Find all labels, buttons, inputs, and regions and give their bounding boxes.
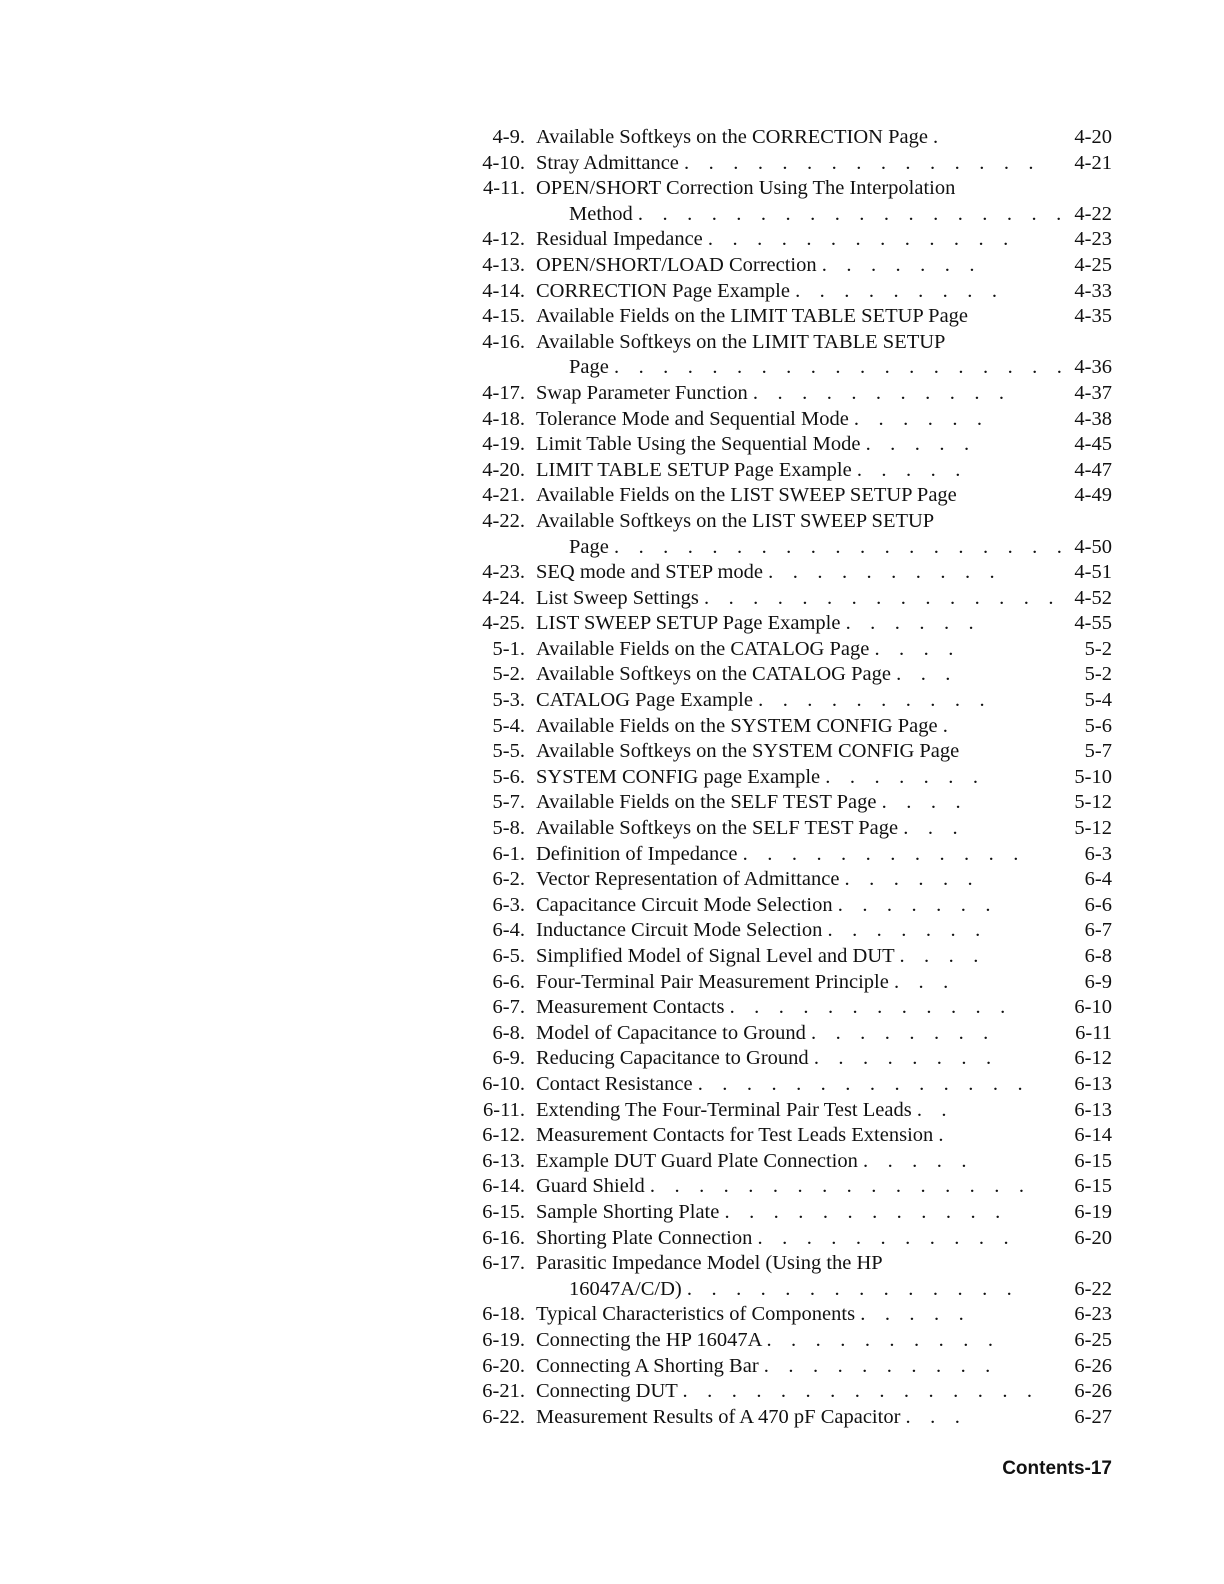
toc-entry-number: 6-3. — [492, 893, 525, 916]
toc-entry-title-text: OPEN/SHORT Correction Using The Interpolation — [536, 177, 956, 200]
toc-leader-dots: . . . . . — [860, 1303, 971, 1326]
toc-entry-title — [536, 765, 985, 791]
toc-entry-number: 6-16. — [482, 1226, 525, 1249]
toc-entry[interactable] — [466, 227, 1116, 253]
toc-entry-title — [536, 381, 1011, 407]
toc-entry[interactable] — [466, 918, 1116, 944]
toc-entry-title-continued — [569, 535, 1069, 561]
toc-entry-title — [536, 1200, 1007, 1226]
toc-entry-title — [536, 842, 1026, 868]
toc-leader-dots: . . . . . . . . . . . . . . — [697, 1072, 1030, 1095]
toc-entry-page-number: 4-45 — [1074, 433, 1112, 456]
toc-entry-page-number: 6-23 — [1074, 1303, 1112, 1326]
toc-entry-number: 4-21. — [482, 484, 525, 507]
toc-entry-number: 6-22. — [482, 1405, 525, 1428]
toc-entry-title-text: Model of Capacitance to Ground — [536, 1021, 806, 1044]
toc-leader-dots: . . . . . . . . — [813, 1047, 999, 1070]
toc-entry-page-number: 4-49 — [1074, 484, 1112, 507]
toc-entry-title — [536, 560, 1002, 586]
toc-entry-title-text: Available Fields on the CATALOG Page — [536, 637, 870, 660]
toc-entry-title-text: Available Softkeys on the SYSTEM CONFIG Page — [536, 740, 960, 763]
toc-leader-dots: . . . . . . . . . . . — [757, 1226, 1016, 1249]
toc-entry-title — [536, 1098, 954, 1124]
toc-entry-title-continued — [569, 202, 1068, 228]
toc-entry-page-number: 4-37 — [1074, 381, 1112, 404]
toc-entry[interactable] — [466, 1251, 1116, 1302]
toc-entry-page-number: 5-2 — [1084, 637, 1112, 660]
toc-entry-page-number: 6-4 — [1084, 868, 1112, 891]
toc-entry-title — [536, 1302, 971, 1328]
toc-entry-title-text: Parasitic Impedance Model (Using the HP — [536, 1252, 883, 1275]
toc-entry-title — [536, 1405, 967, 1431]
toc-entry[interactable] — [466, 790, 1116, 816]
toc-entry-title-text: Measurement Contacts — [536, 996, 725, 1019]
toc-entry[interactable] — [466, 1098, 1116, 1124]
toc-entry-number: 4-19. — [482, 433, 525, 456]
toc-entry-title-text: Typical Characteristics of Components — [536, 1303, 856, 1326]
toc-entry-number: 4-25. — [482, 612, 525, 635]
toc-leader-dots: . . . . . . . . . . . . . . — [686, 1277, 1019, 1300]
toc-entry-page-number: 5-12 — [1074, 817, 1112, 840]
toc-entry[interactable] — [466, 611, 1116, 637]
toc-entry-page-number: 4-21 — [1074, 151, 1112, 174]
toc-entry-number: 4-13. — [482, 253, 525, 276]
toc-leader-dots: . — [942, 714, 956, 737]
toc-entry-number: 6-11. — [483, 1098, 525, 1121]
toc-entry-number: 6-7. — [492, 996, 525, 1019]
toc-entry-title-text: Swap Parameter Function — [536, 381, 748, 404]
toc-entry[interactable] — [466, 765, 1116, 791]
toc-entry-title-continued-text: 16047A/C/D) — [569, 1277, 682, 1300]
toc-entry-page-number: 6-7 — [1084, 919, 1112, 942]
toc-entry-title-text: Shorting Plate Connection — [536, 1226, 753, 1249]
toc-entry-page-number: 5-12 — [1074, 791, 1112, 814]
toc-leader-dots: . . . . . . . . . . . . . . . . — [649, 1175, 1032, 1198]
toc-entry-title — [536, 1174, 1031, 1200]
toc-entry-title-text: SYSTEM CONFIG page Example — [536, 765, 821, 788]
toc-entry-title-text: OPEN/SHORT/LOAD Correction — [536, 253, 817, 276]
toc-entry-page-number: 6-13 — [1074, 1098, 1112, 1121]
toc-entry[interactable] — [466, 381, 1116, 407]
toc-entry-title-continued — [569, 355, 1069, 381]
toc-entry-title — [536, 1354, 997, 1380]
toc-leader-dots: . . — [916, 1098, 954, 1121]
toc-entry-title-text: Available Softkeys on the SELF TEST Page — [536, 817, 899, 840]
toc-leader-dots: . — [938, 1124, 951, 1147]
toc-entry-page-number: 4-51 — [1074, 561, 1112, 584]
toc-entry-page-number: 6-13 — [1074, 1072, 1112, 1095]
toc-leader-dots: . . . . . . . — [837, 893, 998, 916]
toc-entry-page-number: 6-12 — [1074, 1047, 1112, 1070]
toc-entry-title-text: Connecting DUT — [536, 1380, 678, 1403]
toc-entry-title-text: Measurement Results of A 470 pF Capacitor — [536, 1405, 901, 1428]
toc-entry-title-text: CORRECTION Page Example — [536, 279, 790, 302]
toc-leader-dots: . . . . . . — [844, 868, 980, 891]
toc-entry-title-text: Definition of Impedance — [536, 842, 738, 865]
toc-entry-title — [536, 253, 982, 279]
toc-leader-dots: . . . — [893, 970, 956, 993]
toc-entry[interactable] — [466, 714, 1116, 740]
toc-entry-page-number: 5-2 — [1084, 663, 1112, 686]
toc-entry[interactable] — [466, 1354, 1116, 1380]
toc-entry-page-number: 4-22 — [1074, 202, 1112, 225]
toc-entry-number: 5-5. — [492, 740, 525, 763]
toc-leader-dots: . . . . . . . . . . . . . — [707, 228, 1016, 251]
toc-entry[interactable] — [466, 151, 1116, 177]
toc-entry-number: 4-14. — [482, 279, 525, 302]
toc-entry-title-text: Available Fields on the LIST SWEEP SETUP Page — [536, 484, 957, 507]
toc-entry-title — [536, 662, 958, 688]
toc-entry-number: 4-18. — [482, 407, 525, 430]
page-footer-label: Contents-17 — [1002, 1458, 1112, 1479]
toc-entry[interactable] — [466, 1302, 1116, 1328]
toc-entry-number: 4-10. — [482, 151, 525, 174]
toc-entry-title — [536, 1072, 1030, 1098]
toc-entry-title — [536, 995, 1012, 1021]
toc-entry-title-text: Tolerance Mode and Sequential Mode — [536, 407, 849, 430]
toc-entry-number: 6-21. — [482, 1380, 525, 1403]
toc-leader-dots: . . . . . . . . . . . . . . . . . . — [637, 202, 1069, 225]
toc-entry-number: 6-9. — [492, 1047, 525, 1070]
toc-entry-page-number: 5-6 — [1084, 714, 1112, 737]
toc-entry-title — [536, 176, 955, 202]
toc-leader-dots: . . . . . — [862, 1149, 974, 1172]
toc-entry-page-number: 6-25 — [1074, 1328, 1112, 1351]
toc-leader-dots: . . . . . . . . . . . . — [724, 1200, 1008, 1223]
toc-entry-page-number: 4-50 — [1074, 535, 1112, 558]
toc-entry-title-continued-text: Method — [569, 202, 633, 225]
toc-entry-page-number: 4-20 — [1074, 126, 1112, 148]
toc-entry[interactable] — [466, 330, 1116, 381]
toc-entry-title-text: Available Fields on the SYSTEM CONFIG Page — [536, 714, 938, 737]
toc-entry-number: 4-12. — [482, 228, 525, 251]
toc-entry-number: 4-20. — [482, 458, 525, 481]
toc-entry-page-number: 5-10 — [1074, 765, 1112, 788]
toc-leader-dots: . . . . . — [856, 458, 968, 481]
toc-entry[interactable] — [466, 688, 1116, 714]
toc-entry-number: 4-23. — [482, 561, 525, 584]
toc-entry-number: 6-15. — [482, 1200, 525, 1223]
toc-entry-title — [536, 867, 980, 893]
toc-entry[interactable] — [466, 893, 1116, 919]
toc-entry[interactable] — [466, 1200, 1116, 1226]
toc-leader-dots: . . . . . . . . . . . . . . . . . . . — [613, 535, 1070, 558]
toc-leader-dots: . . . . . . . . . . — [758, 689, 992, 712]
toc-entry-title-text: Extending The Four-Terminal Pair Test Leads — [536, 1098, 912, 1121]
toc-entry-title-text: Available Softkeys on the CATALOG Page — [536, 663, 891, 686]
toc-entry-page-number: 6-9 — [1084, 970, 1112, 993]
toc-leader-dots: . . . . . . — [853, 407, 990, 430]
toc-entry-page-number: 6-26 — [1074, 1380, 1112, 1403]
toc-leader-dots: . . . . — [874, 637, 961, 660]
toc-entry-title-continued — [569, 1277, 1019, 1303]
toc-entry[interactable] — [466, 1072, 1116, 1098]
toc-leader-dots: . . . . . . . — [827, 919, 988, 942]
toc-leader-dots: . . . . . . . — [821, 253, 982, 276]
toc-entry-number: 5-4. — [492, 714, 525, 737]
toc-entry-page-number: 6-10 — [1074, 996, 1112, 1019]
toc-entry[interactable] — [466, 407, 1116, 433]
toc-entry[interactable] — [466, 176, 1116, 227]
toc-entry-title — [536, 893, 998, 919]
toc-entry[interactable] — [466, 483, 1116, 509]
toc-entry[interactable] — [466, 125, 1116, 151]
toc-entry-title-text: Reducing Capacitance to Ground — [536, 1047, 809, 1070]
toc-entry-title — [536, 970, 955, 996]
toc-entry[interactable] — [466, 637, 1116, 663]
toc-entry-title — [536, 918, 987, 944]
toc-entry-number: 6-19. — [482, 1328, 525, 1351]
toc-entry-title — [536, 509, 934, 535]
toc-entry-title — [536, 1149, 974, 1175]
toc-entry-page-number: 4-38 — [1074, 407, 1112, 430]
toc-entry-number: 6-1. — [492, 842, 525, 865]
toc-leader-dots: . . . . . . . . . . . — [752, 381, 1012, 404]
toc-entry-page-number: 6-19 — [1074, 1200, 1112, 1223]
toc-entry-title — [536, 739, 959, 765]
toc-entry-number: 6-20. — [482, 1354, 525, 1377]
toc-entry-page-number: 6-6 — [1084, 893, 1112, 916]
toc-entry-page-number: 4-52 — [1074, 586, 1112, 609]
toc-entry-number: 6-2. — [492, 868, 525, 891]
toc-entry-number: 4-15. — [482, 305, 525, 328]
table-of-contents-list — [466, 125, 1116, 1430]
toc-entry-page-number: 6-3 — [1084, 842, 1112, 865]
toc-entry-title — [536, 151, 1041, 177]
toc-entry-title — [536, 611, 981, 637]
toc-entry[interactable] — [466, 944, 1116, 970]
toc-entry-title-text: Inductance Circuit Mode Selection — [536, 919, 823, 942]
toc-leader-dots: . . . . . . . . . . — [766, 1328, 1001, 1351]
toc-entry-title — [536, 637, 961, 663]
toc-entry[interactable] — [466, 586, 1116, 612]
toc-entry-title-text: List Sweep Settings — [536, 586, 699, 609]
toc-entry-title — [536, 714, 955, 740]
toc-entry[interactable] — [466, 1379, 1116, 1405]
toc-entry[interactable] — [466, 816, 1116, 842]
toc-entry[interactable] — [466, 1149, 1116, 1175]
toc-entry-page-number: 4-25 — [1074, 253, 1112, 276]
toc-entry[interactable] — [466, 970, 1116, 996]
toc-entry-page-number: 6-26 — [1074, 1354, 1112, 1377]
toc-entry-number: 4-11. — [483, 177, 525, 200]
toc-entry-title-text: Measurement Contacts for Test Leads Extension — [536, 1124, 934, 1147]
toc-leader-dots: . . . . . . . . . . — [763, 1354, 998, 1377]
toc-entry-title-text: Guard Shield — [536, 1175, 645, 1198]
toc-entry-number: 6-13. — [482, 1149, 525, 1172]
toc-entry-title — [536, 227, 1015, 253]
toc-entry-title — [536, 483, 957, 509]
toc-entry-title — [536, 330, 945, 356]
toc-entry-number: 6-6. — [492, 970, 525, 993]
toc-entry-title — [536, 458, 968, 484]
toc-entry-page-number: 6-22 — [1074, 1277, 1112, 1300]
toc-entry-page-number: 6-15 — [1074, 1175, 1112, 1198]
toc-leader-dots: . . . . — [881, 791, 968, 814]
toc-entry-number: 6-18. — [482, 1303, 525, 1326]
toc-entry-page-number: 6-27 — [1074, 1405, 1112, 1428]
toc-entry-page-number: 4-47 — [1074, 458, 1112, 481]
toc-entry[interactable] — [466, 1328, 1116, 1354]
toc-entry[interactable] — [466, 867, 1116, 893]
toc-entry-page-number: 4-33 — [1074, 279, 1112, 302]
toc-entry-page-number: 6-11 — [1075, 1021, 1112, 1044]
toc-entry[interactable] — [466, 1021, 1116, 1047]
toc-leader-dots: . . . . . . . . . . — [768, 561, 1002, 584]
toc-entry[interactable] — [466, 458, 1116, 484]
toc-leader-dots: . . . — [903, 817, 965, 840]
toc-leader-dots: . . . . . . . . . . . . — [729, 996, 1013, 1019]
toc-entry-title-text: Residual Impedance — [536, 228, 703, 251]
toc-entry-number: 5-6. — [492, 765, 525, 788]
toc-entry-title-text: LIMIT TABLE SETUP Page Example — [536, 458, 852, 481]
toc-entry[interactable] — [466, 432, 1116, 458]
toc-entry[interactable] — [466, 509, 1116, 560]
toc-entry[interactable] — [466, 842, 1116, 868]
toc-entry[interactable] — [466, 1123, 1116, 1149]
toc-leader-dots: . . . — [905, 1405, 968, 1428]
toc-entry-number: 4-22. — [482, 509, 525, 532]
toc-leader-dots: . . . . . . . . . . . . — [742, 842, 1026, 865]
toc-entry-title — [536, 1226, 1016, 1252]
toc-entry-title — [536, 407, 989, 433]
toc-entry-page-number: 4-23 — [1074, 228, 1112, 251]
toc-entry-title — [536, 1379, 1039, 1405]
toc-entry-title — [536, 816, 965, 842]
toc-entry-page-number: 5-4 — [1084, 689, 1112, 712]
toc-entry-number: 6-12. — [482, 1124, 525, 1147]
toc-entry-page-number: 6-14 — [1074, 1124, 1112, 1147]
toc-entry[interactable] — [466, 1226, 1116, 1252]
toc-leader-dots: . . . . . . . . . . . . . . . — [703, 586, 1061, 609]
toc-entry-number: 6-5. — [492, 945, 525, 967]
toc-entry-title — [536, 1123, 951, 1149]
toc-entry-title-text: Example DUT Guard Plate Connection — [536, 1149, 858, 1172]
toc-entry[interactable] — [466, 560, 1116, 586]
toc-entry-number: 5-2. — [492, 663, 525, 686]
toc-entry[interactable] — [466, 253, 1116, 279]
toc-entry-title-text: Available Softkeys on the LIMIT TABLE SETUP — [536, 330, 946, 353]
toc-entry-title — [536, 944, 986, 970]
toc-entry-number: 5-3. — [492, 689, 525, 712]
toc-entry-title — [536, 432, 976, 458]
toc-entry-title — [536, 586, 1061, 612]
toc-entry-title — [536, 304, 968, 330]
toc-leader-dots: . . . — [896, 663, 958, 686]
toc-entry[interactable] — [466, 279, 1116, 305]
toc-leader-dots: . . . . . . . . . . . . . . . . . . . — [613, 356, 1070, 379]
toc-entry-title-text: Connecting A Shorting Bar — [536, 1354, 759, 1377]
toc-entry-page-number: 6-8 — [1084, 945, 1112, 967]
toc-entry-title-text: Stray Admittance — [536, 151, 679, 174]
toc-entry-title-text: Capacitance Circuit Mode Selection — [536, 893, 833, 916]
toc-entry[interactable] — [466, 1046, 1116, 1072]
toc-leader-dots: . . . . — [899, 945, 986, 967]
toc-entry-title — [536, 1046, 998, 1072]
toc-entry-title-continued-text: Page — [569, 356, 609, 379]
toc-entry-number: 6-8. — [492, 1021, 525, 1044]
toc-entry-title-text: Vector Representation of Admittance — [536, 868, 840, 891]
toc-entry[interactable] — [466, 995, 1116, 1021]
toc-entry-number: 5-1. — [492, 637, 525, 660]
toc-entry-title-text: Available Fields on the LIMIT TABLE SETUP Page — [536, 305, 969, 328]
toc-entry-title-text: Available Softkeys on the CORRECTION Page — [536, 126, 928, 148]
toc-entry-title-text: LIST SWEEP SETUP Page Example — [536, 612, 841, 635]
toc-entry-page-number: 4-35 — [1074, 305, 1112, 328]
toc-entry[interactable] — [466, 1174, 1116, 1200]
toc-entry-number: 6-14. — [482, 1175, 525, 1198]
toc-entry-title-text: Contact Resistance — [536, 1072, 693, 1095]
toc-entry-page-number: 4-55 — [1074, 612, 1112, 635]
toc-leader-dots: . . . . . . . . . — [795, 279, 1005, 302]
toc-entry-title-text: Simplified Model of Signal Level and DUT — [536, 945, 895, 967]
toc-entry-number: 5-7. — [492, 791, 525, 814]
toc-entry-title — [536, 1251, 883, 1277]
toc-entry-number: 6-4. — [492, 919, 525, 942]
toc-entry-title — [536, 279, 1004, 305]
toc-entry-title — [536, 1021, 995, 1047]
toc-entry-page-number: 6-15 — [1074, 1149, 1112, 1172]
toc-entry-title — [536, 125, 945, 151]
toc-entry-title-continued-text: Page — [569, 535, 609, 558]
toc-entry-title — [536, 1328, 1000, 1354]
toc-entry-title-text: Four-Terminal Pair Measurement Principle — [536, 970, 889, 993]
toc-entry-number: 4-24. — [482, 586, 525, 609]
toc-entry-number: 4-16. — [482, 330, 525, 353]
toc-leader-dots: . — [933, 126, 946, 148]
toc-entry-number: 4-9. — [492, 126, 525, 148]
toc-entry-number: 6-17. — [482, 1252, 525, 1275]
toc-entry[interactable] — [466, 739, 1116, 765]
toc-entry-title-text: CATALOG Page Example — [536, 689, 753, 712]
toc-leader-dots: . . . . . . . . — [810, 1021, 996, 1044]
toc-entry-number: 4-17. — [482, 381, 525, 404]
toc-entry-number: 5-8. — [492, 817, 525, 840]
toc-entry-page-number: 4-36 — [1074, 356, 1112, 379]
toc-leader-dots: . . . . . . . . . . . . . . . — [682, 1380, 1040, 1403]
toc-entry[interactable] — [466, 662, 1116, 688]
toc-leader-dots: . . . . . . . . . . . . . . . — [684, 151, 1041, 174]
toc-entry[interactable] — [466, 1405, 1116, 1431]
toc-entry-title-text: Sample Shorting Plate — [536, 1200, 720, 1223]
toc-entry-page-number: 5-7 — [1084, 740, 1112, 763]
toc-leader-dots: . . . . . — [865, 433, 977, 456]
toc-entry-title-text: Connecting the HP 16047A — [536, 1328, 762, 1351]
toc-entry-title-text: SEQ mode and STEP mode — [536, 561, 764, 584]
toc-entry[interactable] — [466, 304, 1116, 330]
toc-leader-dots: . . . . . . — [845, 612, 981, 635]
toc-entry-title-text: Limit Table Using the Sequential Mode — [536, 433, 861, 456]
toc-entry-title — [536, 688, 992, 714]
toc-entry-title — [536, 790, 968, 816]
toc-entry-page-number: 6-20 — [1074, 1226, 1112, 1249]
toc-entry-title-text: Available Softkeys on the LIST SWEEP SETUP — [536, 509, 935, 532]
toc-leader-dots: . . . . . . . — [825, 765, 986, 788]
toc-entry-title-text: Available Fields on the SELF TEST Page — [536, 791, 877, 814]
toc-entry-number: 6-10. — [482, 1072, 525, 1095]
